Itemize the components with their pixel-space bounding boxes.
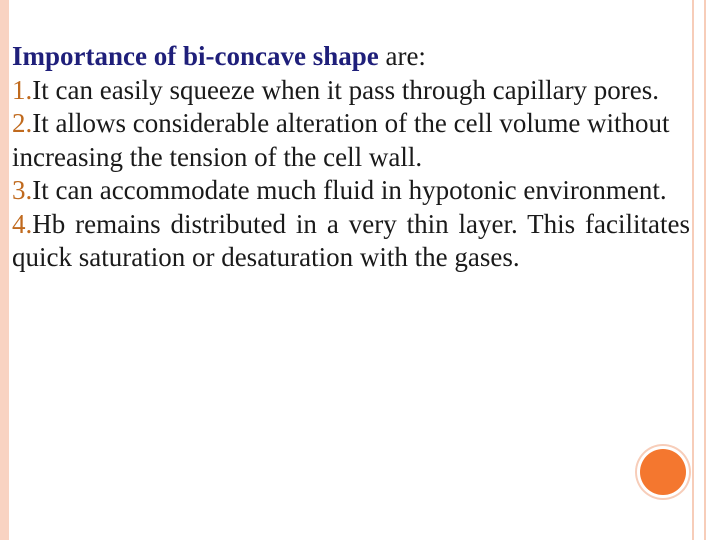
list-item-3 (12, 174, 690, 208)
list-item-text: It allows considerable alteration of the cell volume without increasing the tension of the cell wall. (12, 108, 670, 172)
list-item-1 (12, 74, 690, 108)
left-decorative-band (0, 0, 9, 540)
list-item-number: 1. (12, 74, 33, 105)
slide-content (12, 40, 690, 275)
heading-rest: are: (378, 41, 426, 71)
list-item-text: It can easily squeeze when it pass through capillary pores. (32, 74, 660, 105)
list-item-2 (12, 107, 690, 174)
heading-emphasis: Importance of bi-concave shape (12, 41, 379, 71)
slide-heading (12, 40, 690, 74)
list-item-number: 3. (12, 175, 33, 205)
list-item-text: Hb remains distributed in a very thin layer. This facilitates quick saturation or desaturation with the gases. (12, 208, 690, 272)
list-item-number: 4. (12, 208, 33, 239)
list-item-number: 2. (12, 108, 33, 138)
orange-circle-decoration (640, 449, 686, 495)
right-decorative-lines (692, 0, 706, 540)
list-item-text: It can accommodate much fluid in hypotonic environment. (32, 175, 667, 205)
list-item-4 (12, 208, 690, 275)
